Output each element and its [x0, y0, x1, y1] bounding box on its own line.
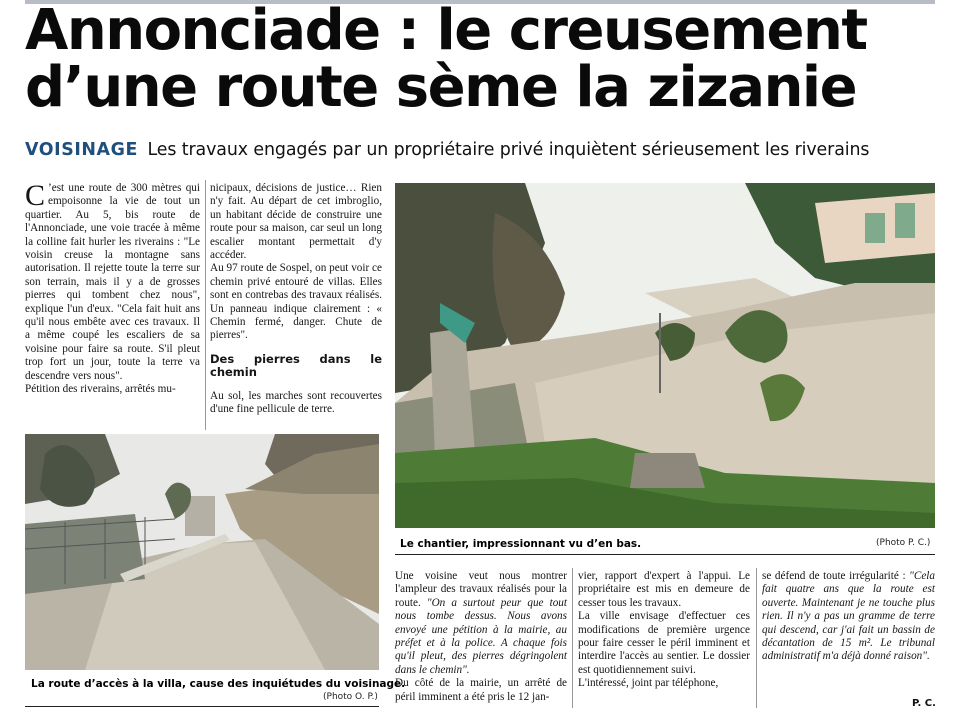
col3-paragraph-1: [395, 570, 567, 677]
col4-paragraph-2: La ville envisage d'effectuer ces modifications de première urgence pour faire cesser le péril imminent et interdire l'accès au sentier. Le dossier est quotidiennement suivi.: [578, 610, 750, 676]
right-photo-caption: Le chantier, impressionnant vu d’en bas.: [400, 538, 642, 550]
author-signature: P. C.: [912, 698, 936, 709]
column-5: [762, 570, 935, 664]
left-photo-credit: (Photo O. P.): [323, 692, 378, 702]
photo-access-road: [25, 434, 379, 670]
col2-paragraph-2: Au 97 route de Sospel, on peut voir ce chemin privé entouré de villas. Elles sont en contrebas des travaux réalisés. Un panneau indique clairement : « Chemin fermé, danger. Chute de pierres".: [210, 262, 382, 342]
intertitle: Des pierres dans le chemin: [210, 351, 382, 380]
left-photo-rule: [25, 706, 379, 707]
column-2: [210, 182, 382, 417]
headline-line-1: Annonciade : le creusement: [25, 0, 867, 63]
left-photo-caption: La route d’accès à la villa, cause des inquiétudes du voisinage.: [31, 678, 406, 690]
headline-line-2: d’une route sème la zizanie: [25, 55, 857, 120]
column-3: [395, 570, 567, 704]
access-road-image: [25, 434, 379, 670]
construction-site-image: [395, 183, 935, 528]
column-1: [25, 179, 200, 397]
col5-paragraph-1: [762, 570, 935, 664]
headline: [25, 0, 945, 120]
col3-quote: "On a surtout peur que tout nous tombe dessus. Nous avons envoyé une pétition à la mairie, au préfet et à la police. A chaque fois qu'il pleut, des pierres dégringolent dans le chemin".: [395, 596, 567, 676]
col4-paragraph-1: vier, rapport d'expert à l'appui. Le propriétaire est mis en demeure de cesser tous les travaux.: [578, 570, 750, 609]
right-photo-credit: (Photo P. C.): [876, 538, 931, 548]
col1-paragraph-2: Pétition des riverains, arrêtés mu-: [25, 383, 176, 396]
drop-cap: C: [25, 179, 46, 212]
column-divider: [205, 180, 206, 430]
column-divider: [572, 568, 573, 708]
col3-paragraph-2: Du côté de la mairie, un arrêté de péril imminent a été pris le 12 jan-: [395, 677, 567, 703]
col2-paragraph-3: Au sol, les marches sont recouvertes d'une fine pellicule de terre.: [210, 389, 382, 416]
col5-quote: "Cela fait quatre ans que la route est ouverte. Maintenant je ne touche plus rien. Il n'y a pas un gramme de terre qui descend, car j'ai fait un bassin de décantation de 15 m². Le tribunal administratif m'a déjà donné raison".: [762, 570, 935, 663]
subtitle: Les travaux engagés par un propriétaire privé inquiètent sérieusement les riverains: [147, 140, 870, 160]
col1-paragraph-1: ’est une route de 300 mètres qui empoisonne la vie de tout un quartier. Au 5, bis route de l'Annonciade, une voie tracée à même la colline fait hurler les riverains : "Le voisin creuse la montagne sans autorisation. Il rejette toute la terre sur son terrain, mais il y a de grosses pierres qui tombent chez nous", explique l'un d'eux. "Cela fait huit ans qu'il nous embête avec ces travaux. Il a même coupé les escaliers de sa voisine pour faire sa route. S'il pleut trop fort un jour, toute la terre va descendre vers nous".: [25, 182, 200, 382]
col5-text-plain: se défend de toute irrégularité :: [762, 570, 910, 582]
right-photo-rule: [395, 554, 935, 555]
col4-paragraph-3: L'intéressé, joint par téléphone,: [578, 677, 719, 690]
col2-paragraph-1: nicipaux, décisions de justice… Rien n'y fait. Au départ de cet imbroglio, un habitant décide de construire une route pour sa maison, car seul un long escalier montant permettait d'y accéder.: [210, 182, 382, 262]
deck: [25, 140, 869, 160]
col3-text-plain: Une voisine veut nous montrer l'ampleur des travaux réalisés pour la route.: [395, 570, 567, 609]
column-4: [578, 570, 750, 691]
column-divider: [756, 568, 757, 708]
photo-construction-site: [395, 183, 935, 528]
kicker: VOISINAGE: [25, 140, 138, 160]
